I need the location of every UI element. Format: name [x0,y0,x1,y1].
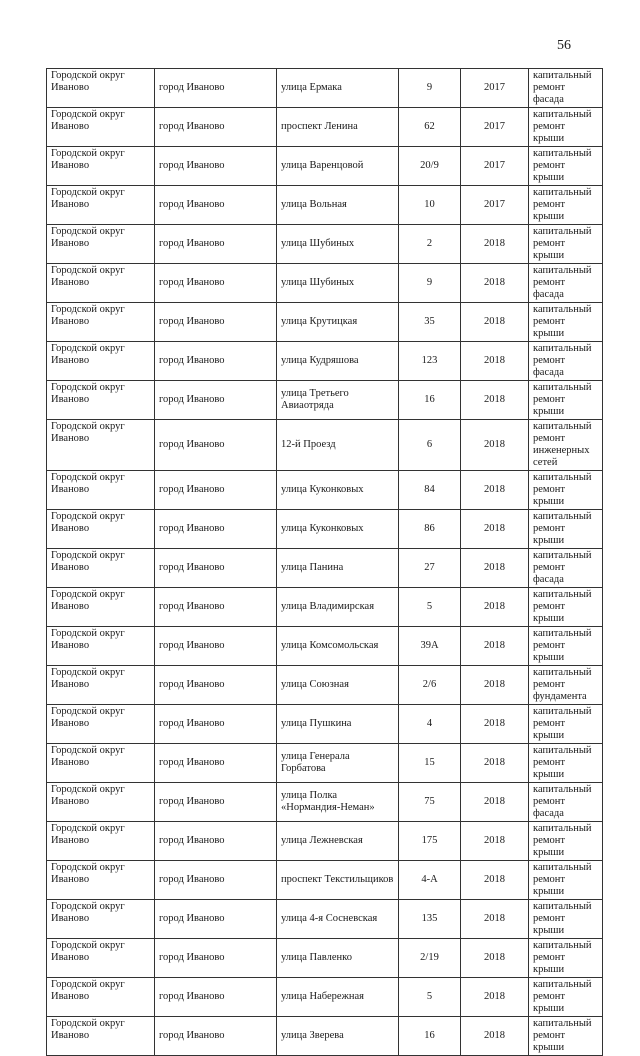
table-row [47,939,603,978]
municipality-cell: Городской округ Иваново [47,186,155,225]
municipality-cell: Городской округ Иваново [47,264,155,303]
street-cell: улица Третьего Авиаотряда [277,381,399,420]
year-cell: 2018 [461,510,529,549]
work-type-cell: капитальный ремонт фасада [529,549,603,588]
work-type-cell: капитальный ремонт крыши [529,939,603,978]
table-row [47,1017,603,1056]
city-cell: город Иваново [155,978,277,1017]
work-type-cell: капитальный ремонт фасада [529,264,603,303]
table-row [47,822,603,861]
table-row [47,705,603,744]
house-number-cell: 16 [399,381,461,420]
municipality-cell: Городской округ Иваново [47,705,155,744]
table-row [47,783,603,822]
work-type-cell: капитальный ремонт крыши [529,186,603,225]
municipality-cell: Городской округ Иваново [47,69,155,108]
year-cell: 2018 [461,549,529,588]
work-type-cell: капитальный ремонт крыши [529,744,603,783]
street-cell: улица Куконковых [277,510,399,549]
city-cell: город Иваново [155,627,277,666]
year-cell: 2017 [461,108,529,147]
street-cell: улица Генерала Горбатова [277,744,399,783]
city-cell: город Иваново [155,861,277,900]
street-cell: улица Крутицкая [277,303,399,342]
city-cell: город Иваново [155,225,277,264]
house-number-cell: 4-А [399,861,461,900]
work-type-cell: капитальный ремонт крыши [529,147,603,186]
table-row [47,627,603,666]
table-row [47,588,603,627]
work-type-cell: капитальный ремонт крыши [529,471,603,510]
municipality-cell: Городской округ Иваново [47,939,155,978]
street-cell: улица Зверева [277,1017,399,1056]
house-number-cell: 123 [399,342,461,381]
table-row [47,186,603,225]
city-cell: город Иваново [155,822,277,861]
table-row [47,744,603,783]
municipality-cell: Городской округ Иваново [47,471,155,510]
work-type-cell: капитальный ремонт крыши [529,900,603,939]
street-cell: улица Лежневская [277,822,399,861]
table-row [47,510,603,549]
city-cell: город Иваново [155,69,277,108]
year-cell: 2018 [461,588,529,627]
house-number-cell: 6 [399,420,461,471]
house-number-cell: 10 [399,186,461,225]
street-cell: улица Пушкина [277,705,399,744]
city-cell: город Иваново [155,549,277,588]
house-number-cell: 9 [399,264,461,303]
table-row [47,303,603,342]
municipality-cell: Городской округ Иваново [47,342,155,381]
year-cell: 2018 [461,744,529,783]
street-cell: улица Шубиных [277,225,399,264]
table-row [47,471,603,510]
city-cell: город Иваново [155,303,277,342]
city-cell: город Иваново [155,666,277,705]
work-type-cell: капитальный ремонт крыши [529,861,603,900]
street-cell: улица Вольная [277,186,399,225]
year-cell: 2018 [461,381,529,420]
work-type-cell: капитальный ремонт фасада [529,342,603,381]
year-cell: 2017 [461,147,529,186]
street-cell: улица Панина [277,549,399,588]
house-number-cell: 2/19 [399,939,461,978]
table-row [47,861,603,900]
house-number-cell: 75 [399,783,461,822]
city-cell: город Иваново [155,108,277,147]
year-cell: 2018 [461,822,529,861]
year-cell: 2018 [461,861,529,900]
street-cell: улица Комсомольская [277,627,399,666]
year-cell: 2018 [461,978,529,1017]
year-cell: 2018 [461,939,529,978]
table-row [47,342,603,381]
table-row [47,549,603,588]
municipality-cell: Городской округ Иваново [47,549,155,588]
work-type-cell: капитальный ремонт крыши [529,822,603,861]
street-cell: улица Союзная [277,666,399,705]
year-cell: 2018 [461,342,529,381]
year-cell: 2018 [461,264,529,303]
municipality-cell: Городской округ Иваново [47,147,155,186]
city-cell: город Иваново [155,588,277,627]
street-cell: улица 4-я Сосневская [277,900,399,939]
street-cell: улица Набережная [277,978,399,1017]
street-cell: улица Кудряшова [277,342,399,381]
work-type-cell: капитальный ремонт крыши [529,588,603,627]
year-cell: 2018 [461,420,529,471]
city-cell: город Иваново [155,1017,277,1056]
table-row [47,381,603,420]
municipality-cell: Городской округ Иваново [47,510,155,549]
municipality-cell: Городской округ Иваново [47,381,155,420]
street-cell: улица Варенцовой [277,147,399,186]
year-cell: 2018 [461,666,529,705]
city-cell: город Иваново [155,342,277,381]
municipality-cell: Городской округ Иваново [47,822,155,861]
house-number-cell: 39А [399,627,461,666]
street-cell: улица Полка «Нормандия-Неман» [277,783,399,822]
house-number-cell: 4 [399,705,461,744]
city-cell: город Иваново [155,381,277,420]
city-cell: город Иваново [155,420,277,471]
street-cell: улица Ермака [277,69,399,108]
house-number-cell: 84 [399,471,461,510]
house-number-cell: 9 [399,69,461,108]
year-cell: 2017 [461,69,529,108]
table-row [47,666,603,705]
street-cell: улица Павленко [277,939,399,978]
street-cell: проспект Текстильщиков [277,861,399,900]
street-cell: улица Куконковых [277,471,399,510]
city-cell: город Иваново [155,264,277,303]
year-cell: 2018 [461,900,529,939]
city-cell: город Иваново [155,783,277,822]
street-cell: проспект Ленина [277,108,399,147]
municipality-cell: Городской округ Иваново [47,627,155,666]
street-cell: улица Шубиных [277,264,399,303]
table-body [47,69,603,1056]
city-cell: город Иваново [155,186,277,225]
city-cell: город Иваново [155,471,277,510]
municipality-cell: Городской округ Иваново [47,744,155,783]
year-cell: 2018 [461,225,529,264]
year-cell: 2018 [461,783,529,822]
municipality-cell: Городской округ Иваново [47,666,155,705]
table-row [47,225,603,264]
house-number-cell: 35 [399,303,461,342]
work-type-cell: капитальный ремонт крыши [529,108,603,147]
table-row [47,108,603,147]
work-type-cell: капитальный ремонт фундамента [529,666,603,705]
house-number-cell: 2/6 [399,666,461,705]
house-number-cell: 20/9 [399,147,461,186]
work-type-cell: капитальный ремонт крыши [529,978,603,1017]
municipality-cell: Городской округ Иваново [47,783,155,822]
municipality-cell: Городской округ Иваново [47,588,155,627]
house-number-cell: 135 [399,900,461,939]
table-row [47,420,603,471]
municipality-cell: Городской округ Иваново [47,225,155,264]
house-number-cell: 27 [399,549,461,588]
year-cell: 2018 [461,471,529,510]
work-type-cell: капитальный ремонт крыши [529,627,603,666]
year-cell: 2018 [461,303,529,342]
table-row [47,69,603,108]
table-row [47,264,603,303]
city-cell: город Иваново [155,744,277,783]
municipality-cell: Городской округ Иваново [47,1017,155,1056]
city-cell: город Иваново [155,510,277,549]
work-type-cell: капитальный ремонт крыши [529,1017,603,1056]
house-number-cell: 5 [399,588,461,627]
repair-schedule-table [46,68,603,1056]
street-cell: 12-й Проезд [277,420,399,471]
work-type-cell: капитальный ремонт фасада [529,783,603,822]
house-number-cell: 86 [399,510,461,549]
house-number-cell: 2 [399,225,461,264]
house-number-cell: 15 [399,744,461,783]
work-type-cell: капитальный ремонт крыши [529,705,603,744]
work-type-cell: капитальный ремонт фасада [529,69,603,108]
work-type-cell: капитальный ремонт крыши [529,225,603,264]
street-cell: улица Владимирская [277,588,399,627]
table-row [47,900,603,939]
work-type-cell: капитальный ремонт крыши [529,303,603,342]
municipality-cell: Городской округ Иваново [47,978,155,1017]
work-type-cell: капитальный ремонт инженерных сетей [529,420,603,471]
year-cell: 2017 [461,186,529,225]
city-cell: город Иваново [155,900,277,939]
municipality-cell: Городской округ Иваново [47,900,155,939]
year-cell: 2018 [461,1017,529,1056]
city-cell: город Иваново [155,939,277,978]
work-type-cell: капитальный ремонт крыши [529,381,603,420]
city-cell: город Иваново [155,147,277,186]
house-number-cell: 5 [399,978,461,1017]
table-row [47,978,603,1017]
house-number-cell: 62 [399,108,461,147]
municipality-cell: Городской округ Иваново [47,303,155,342]
page-number: 56 [557,38,571,53]
table-row [47,147,603,186]
house-number-cell: 175 [399,822,461,861]
year-cell: 2018 [461,705,529,744]
city-cell: город Иваново [155,705,277,744]
work-type-cell: капитальный ремонт крыши [529,510,603,549]
municipality-cell: Городской округ Иваново [47,108,155,147]
year-cell: 2018 [461,627,529,666]
municipality-cell: Городской округ Иваново [47,420,155,471]
municipality-cell: Городской округ Иваново [47,861,155,900]
house-number-cell: 16 [399,1017,461,1056]
